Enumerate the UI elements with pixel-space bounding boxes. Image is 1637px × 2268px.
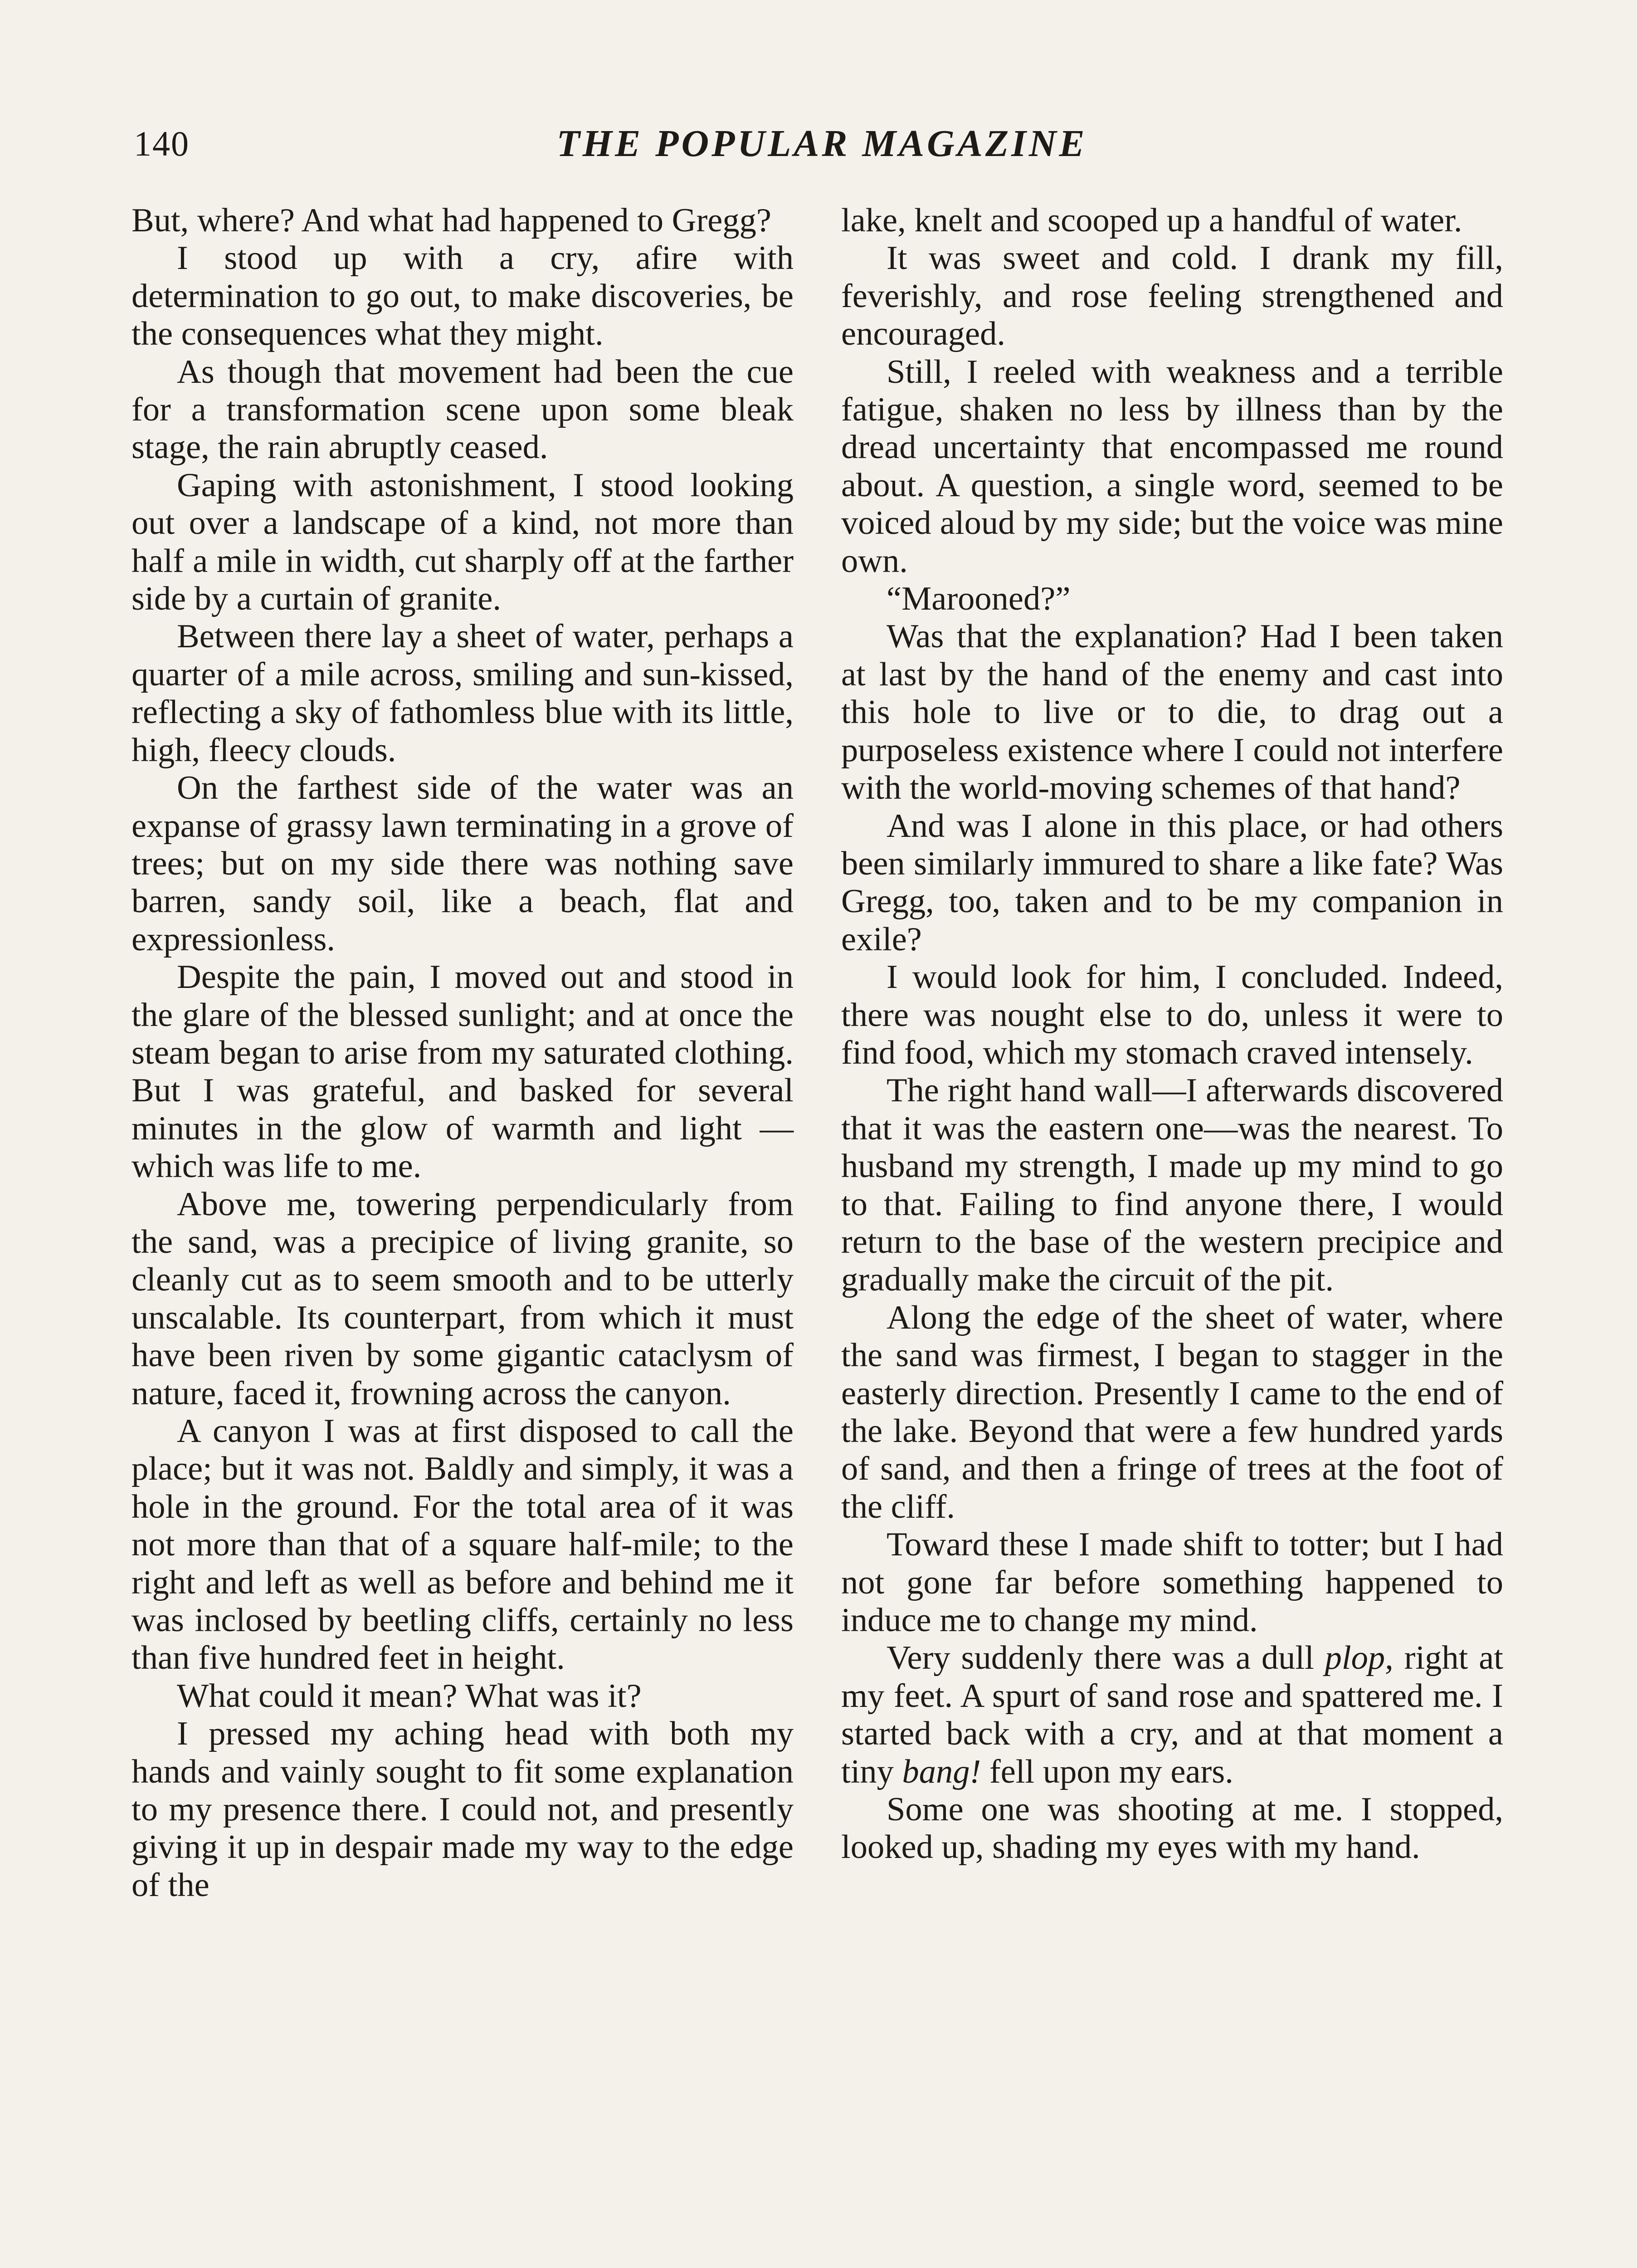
page-number: 140 bbox=[134, 124, 190, 163]
paragraph: It was sweet and cold. I drank my fill, feverishly, and rose feeling strengthened and encouraged. bbox=[841, 240, 1503, 353]
paragraph: On the farthest side of the water was an expanse of grassy lawn terminating in a grove of trees; but on my side there was nothing save barren, sandy soil, like a beach, flat and expressionless. bbox=[132, 769, 794, 958]
text-run: right at my feet. A spurt of sand rose and spattered me. I started back with a cry, and at that moment a tiny bbox=[841, 1639, 1503, 1790]
paragraph: As though that movement had been the cue for a transformation scene upon some bleak stage, the rain abruptly ceased. bbox=[132, 353, 794, 466]
paragraph: Along the edge of the sheet of water, where the sand was firmest, I began to stagger in the easterly direction. Presently I came to the end of the lake. Beyond that were a few hundred yards of sand, and then a fringe of trees at the foot of the cliff. bbox=[841, 1299, 1503, 1525]
paragraph: And was I alone in this place, or had others been similarly immured to share a like fate? Was Gregg, too, taken and to be my companion in exile? bbox=[841, 807, 1503, 958]
paragraph: “Marooned?” bbox=[887, 580, 1071, 618]
text-run: Very suddenly there was a dull bbox=[887, 1639, 1325, 1677]
paragraph: Some one was shooting at me. I stopped, looked up, shading my eyes with my hand. bbox=[841, 1791, 1503, 1866]
text-run: fell upon my ears. bbox=[981, 1753, 1233, 1790]
left-text-column bbox=[132, 202, 794, 1904]
page-header bbox=[134, 119, 1510, 169]
paragraph: Was that the explanation? Had I been taken at last by the hand of the enemy and cast into this hole to live or to die, to drag out a purposeless existence where I could not interfere with the world-moving schemes of that hand? bbox=[841, 618, 1503, 807]
paragraph: A canyon I was at first disposed to call the place; but it was not. Baldly and simply, it was a hole in the ground. For the total area of it was not more than that of a square half-mile; to the right and left as well as before and behind me it was inclosed by beetling cliffs, certainly no less than five hundred feet in height. bbox=[132, 1413, 794, 1677]
paragraph: Still, I reeled with weakness and a terrible fatigue, shaken no less by illness than by the dread uncertainty that encompassed me round about. A question, a single word, seemed to be voiced aloud by my side; but the voice was mine own. bbox=[841, 353, 1503, 580]
paragraph bbox=[841, 1639, 1503, 1791]
paragraph: Toward these I made shift to totter; but I had not gone far before something happened to induce me to change my mind. bbox=[841, 1526, 1503, 1639]
paragraph: The right hand wall—I afterwards discovered that it was the eastern one—was the nearest. To husband my strength, I made up my mind to go to that. Failing to find anyone there, I would return to the base of the western precipice and gradually make the circuit of the pit. bbox=[841, 1072, 1503, 1299]
paragraph: Between there lay a sheet of water, perhaps a quarter of a mile across, smiling and sun-kissed, reflecting a sky of fathomless blue with its little, high, fleecy clouds. bbox=[132, 618, 794, 769]
emphasis-plop: plop, bbox=[1325, 1639, 1393, 1677]
paragraph: I would look for him, I concluded. Indeed, there was nought else to do, unless it were to find food, which my stomach craved intensely. bbox=[841, 958, 1503, 1071]
right-text-column bbox=[841, 202, 1503, 1867]
paragraph: I stood up with a cry, afire with determination to go out, to make discoveries, be the consequences what they might. bbox=[132, 240, 794, 353]
magazine-title: THE POPULAR MAGAZINE bbox=[556, 122, 1087, 165]
paragraph: Gaping with astonishment, I stood looking out over a landscape of a kind, not more than half a mile in width, cut sharply off at the farther side by a curtain of granite. bbox=[132, 466, 794, 618]
paragraph: But, where? And what had happened to Gregg? bbox=[132, 202, 771, 239]
paragraph: Despite the pain, I moved out and stood in the glare of the blessed sunlight; and at once the steam began to arise from my saturated clothing. But I was grateful, and basked for several minutes in the glow of warmth and light —which was life to me. bbox=[132, 958, 794, 1185]
paragraph: Above me, towering perpendicularly from the sand, was a precipice of living granite, so cleanly cut as to seem smooth and to be utterly unscalable. Its counterpart, from which it must have been riven by some gigantic cataclysm of nature, faced it, frowning across the canyon. bbox=[132, 1185, 794, 1412]
paragraph: What could it mean? What was it? bbox=[177, 1677, 642, 1715]
paragraph: lake, knelt and scooped up a handful of water. bbox=[841, 202, 1462, 239]
emphasis-bang: bang! bbox=[902, 1753, 981, 1790]
paragraph: I pressed my aching head with both my hands and vainly sought to fit some explanation to my presence there. I could not, and presently giving it up in despair made my way to the edge of the bbox=[132, 1715, 794, 1904]
